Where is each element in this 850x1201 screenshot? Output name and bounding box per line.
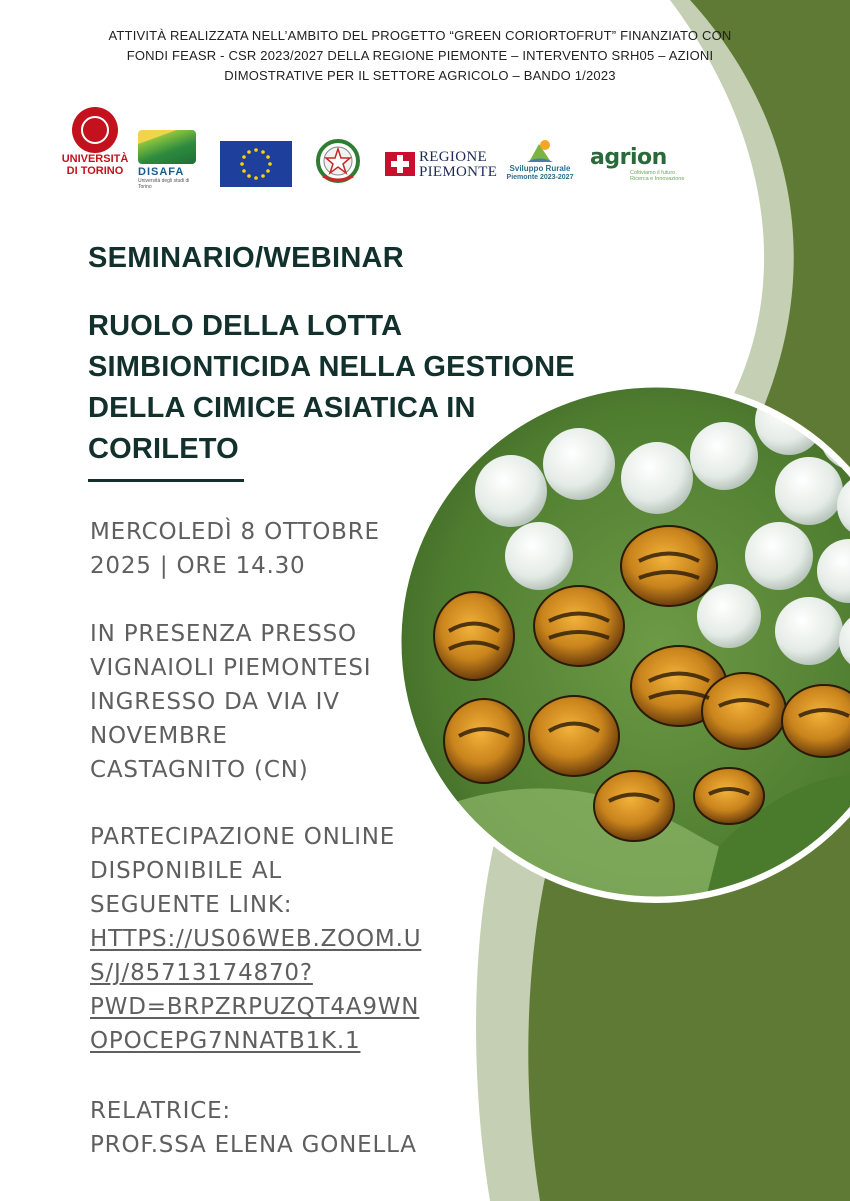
title-line: DELLA CIMICE ASIATICA IN (88, 392, 476, 424)
italian-republic-emblem-icon (315, 138, 361, 184)
disafa-logo (138, 130, 200, 190)
fields-icon (138, 130, 196, 164)
regione-line2: PIEMONTE (419, 164, 498, 180)
title-line: RUOLO DELLA LOTTA (88, 310, 403, 342)
zoom-link-line[interactable]: S/J/85713174870? (90, 960, 313, 986)
header-line: ATTIVITÀ REALIZZATA NELL’AMBITO DEL PROGETTO “GREEN CORIORTOFRUT” FINANZIATO CON (108, 28, 732, 43)
regione-piemonte-logo (385, 148, 498, 180)
unito-line2: DI TORINO (66, 165, 124, 177)
zoom-link-line[interactable]: OPOCEPG7NNATB1K.1 (90, 1028, 361, 1054)
zoom-link-line[interactable]: PWD=BRPZRPUZQT4A9WN (90, 994, 420, 1020)
agrion-tagline: Coltiviamo il futuro. Ricerca e Innovazione (630, 170, 685, 182)
eu-flag-icon (220, 141, 292, 187)
title-line: SIMBIONTICIDA NELLA GESTIONE (88, 351, 575, 383)
rural-development-icon (525, 138, 555, 164)
sviluppo-rurale-logo (495, 138, 585, 182)
date-line: MERCOLEDÌ 8 OTTOBRE (90, 519, 380, 545)
speaker-name: PROF.SSA ELENA GONELLA (90, 1132, 417, 1158)
venue-line: VIGNAIOLI PIEMONTESI (90, 655, 372, 681)
venue-line: CASTAGNITO (CN) (90, 757, 309, 783)
disafa-sub: Università degli studi di Torino (138, 178, 190, 190)
project-header (40, 26, 800, 86)
venue-line: INGRESSO DA VIA IV (90, 689, 340, 715)
agrion-name: agrion (590, 145, 667, 170)
header-line: DIMOSTRATIVE PER IL SETTORE AGRICOLO – BANDO 1/2023 (224, 68, 616, 83)
date-line: 2025 | ORE 14.30 (90, 553, 306, 579)
unito-line1: UNIVERSITÀ (61, 153, 129, 165)
venue-line: IN PRESENZA PRESSO (90, 621, 357, 647)
zoom-link[interactable] (90, 922, 460, 1058)
title-line: CORILETO (88, 433, 239, 465)
online-line: SEGUENTE LINK: (90, 892, 293, 918)
title-divider (88, 479, 244, 482)
regione-line1: REGIONE (419, 149, 487, 165)
event-kicker: SEMINARIO/WEBINAR (88, 242, 405, 274)
speaker (90, 1094, 460, 1162)
partner-logos (55, 105, 695, 195)
venue-line: NOVEMBRE (90, 723, 228, 749)
speaker-label: RELATRICE: (90, 1098, 231, 1124)
agrion-logo (590, 145, 690, 182)
stink-bug-nymphs-photo (399, 366, 850, 914)
header-line: FONDI FEASR - CSR 2023/2027 DELLA REGIONE PIEMONTE – INTERVENTO SRH05 – AZIONI (126, 48, 714, 63)
zoom-link-line[interactable]: HTTPS://US06WEB.ZOOM.U (90, 926, 422, 952)
online-line: PARTECIPAZIONE ONLINE (90, 824, 396, 850)
sviluppo-line2: Piemonte 2023-2027 (506, 174, 574, 181)
unito-logo (60, 107, 130, 177)
disafa-name: DISAFA (138, 166, 185, 178)
piemonte-flag-icon (385, 152, 415, 176)
online-line: DISPONIBILE AL (90, 858, 283, 884)
sviluppo-line1: Sviluppo Rurale (509, 164, 571, 173)
university-seal-icon (72, 107, 118, 153)
